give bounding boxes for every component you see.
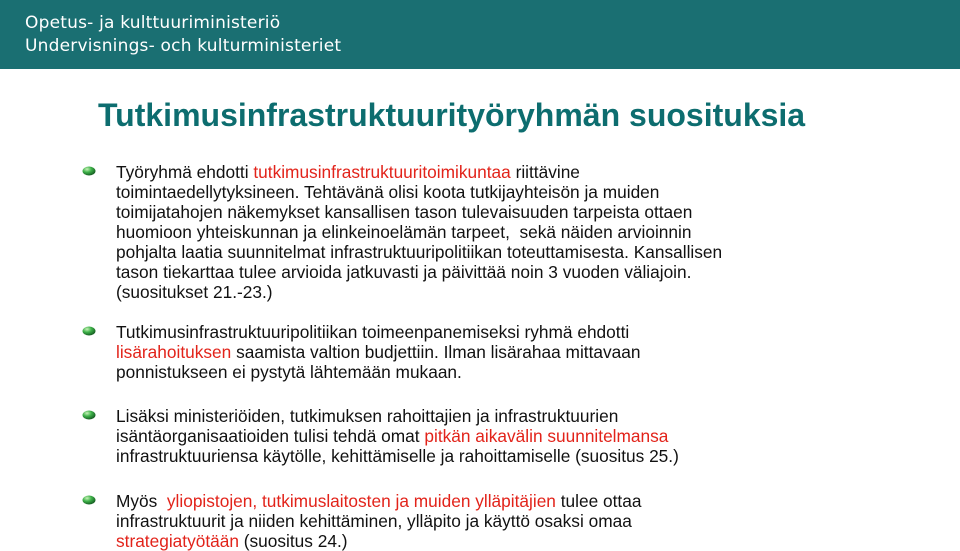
green-sphere-icon xyxy=(82,166,96,176)
text-run: infrastruktuuriensa käytölle, kehittämiselle ja rahoittamiselle (suositus 25.) xyxy=(116,446,679,466)
text-line xyxy=(116,262,942,282)
text-line xyxy=(116,511,942,531)
bullet-text xyxy=(116,162,942,302)
text-run: (suositus 24.) xyxy=(238,531,348,551)
emphasis-text: pitkän aikavälin suunnitelmansa xyxy=(424,426,669,446)
text-line xyxy=(116,342,942,362)
text-line xyxy=(116,162,942,182)
text-line xyxy=(116,491,942,511)
text-run: (suositukset 21.-23.) xyxy=(116,282,273,302)
emphasis-text: lisärahoituksen xyxy=(116,342,232,362)
text-run: Lisäksi ministeriöiden, tutkimuksen rahoittajien ja infrastruktuurien xyxy=(116,406,619,426)
ministry-header xyxy=(0,0,960,69)
text-run: infrastruktuurit ja niiden kehittäminen, ylläpito ja käyttö osaksi omaa xyxy=(116,511,632,531)
text-run: tason tiekarttaa tulee arvioida jatkuvasti ja päivittää noin 3 vuoden väliajoin. xyxy=(116,262,692,282)
text-run: Tutkimusinfrastruktuuripolitiikan toimeenpanemiseksi ryhmä ehdotti xyxy=(116,322,630,342)
text-line xyxy=(116,322,942,342)
green-sphere-icon xyxy=(82,495,96,505)
text-line xyxy=(116,202,942,222)
bullet-text xyxy=(116,322,942,382)
ministry-name-sv: Undervisnings- och kulturministeriet xyxy=(25,36,342,56)
bullet-text xyxy=(116,406,942,466)
slide-title: Tutkimusinfrastruktuurityöryhmän suosituksia xyxy=(98,97,806,133)
text-line xyxy=(116,426,942,446)
text-run: toimintaedellytyksineen. Tehtävänä olisi koota tutkijayhteisön ja muiden xyxy=(116,182,660,202)
bullet-item-4 xyxy=(82,491,942,551)
text-line xyxy=(116,242,942,262)
text-run: isäntäorganisaatioiden tulisi tehdä omat xyxy=(116,426,425,446)
bullet-text xyxy=(116,491,942,551)
text-line xyxy=(116,406,942,426)
ministry-name-fi: Opetus- ja kulttuuriministeriö xyxy=(25,13,281,33)
text-line xyxy=(116,182,942,202)
text-run: ponnistukseen ei pystytä lähtemään mukaan. xyxy=(116,362,462,382)
text-line xyxy=(116,446,942,466)
bullet-item-1 xyxy=(82,162,942,302)
text-line xyxy=(116,531,942,551)
emphasis-text: tutkimusinfrastruktuuritoimikuntaa xyxy=(253,162,511,182)
green-sphere-icon xyxy=(82,326,96,336)
text-run: toimijatahojen näkemykset kansallisen tason tulevaisuuden tarpeista ottaen xyxy=(116,202,693,222)
text-line xyxy=(116,362,942,382)
emphasis-text: yliopistojen, tutkimuslaitosten ja muiden ylläpitäjien xyxy=(166,491,556,511)
text-run: riittävine xyxy=(510,162,580,182)
text-run: pohjalta laatia suunnitelmat infrastruktuuripolitiikan toteuttamisesta. Kansallisen xyxy=(116,242,723,262)
text-run: Työryhmä ehdotti xyxy=(116,162,254,182)
green-sphere-icon xyxy=(82,410,96,420)
emphasis-text: strategiatyötään xyxy=(116,531,239,551)
bullet-item-2 xyxy=(82,322,942,382)
text-run: Myös xyxy=(116,491,167,511)
text-line xyxy=(116,282,942,302)
bullet-item-3 xyxy=(82,406,942,466)
text-run: huomioon yhteiskunnan ja elinkeinoelämän tarpeet, sekä näiden arvioinnin xyxy=(116,222,692,242)
text-line xyxy=(116,222,942,242)
text-run: tulee ottaa xyxy=(555,491,642,511)
text-run: saamista valtion budjettiin. Ilman lisärahaa mittavaan xyxy=(231,342,641,362)
